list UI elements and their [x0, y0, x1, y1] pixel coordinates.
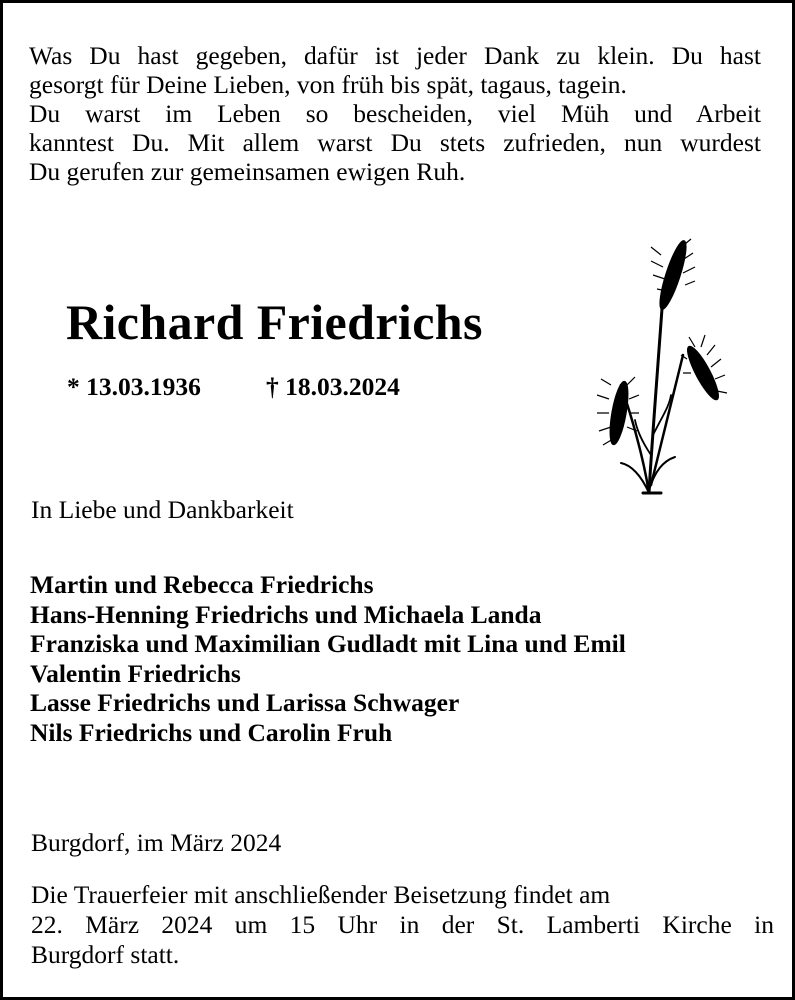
birth-date: * 13.03.1936 — [67, 372, 201, 401]
mourners-list — [30, 570, 626, 747]
dedication: In Liebe und Dankbarkeit — [31, 495, 294, 524]
place-date: Burgdorf, im März 2024 — [31, 828, 282, 857]
wheat-icon — [591, 235, 731, 499]
mourner-entry: Franziska und Maximilian Gudladt mit Lina und Emil — [30, 629, 626, 658]
mourner-entry: Martin und Rebecca Friedrichs — [30, 570, 374, 599]
poem-line: gesorgt für Deine Lieben, von früh bis spät, tagaus, tagein. — [29, 70, 627, 99]
mourner-entry: Nils Friedrichs und Carolin Fruh — [30, 717, 393, 747]
mourner-entry: Valentin Friedrichs — [30, 658, 241, 688]
notice-line: Burgdorf statt. — [31, 940, 180, 969]
deceased-name: Richard Friedrichs — [66, 294, 483, 350]
notice-line: Die Trauerfeier mit anschließender Beisetzung findet am — [31, 880, 611, 909]
death-date: † 18.03.2024 — [266, 372, 400, 401]
notice-line: 22. März 2024 um 15 Uhr in der St. Lamberti Kirche in — [31, 910, 774, 939]
poem-line: Du warst im Leben so bescheiden, viel Müh und Arbeit — [29, 99, 761, 128]
poem-line: Du gerufen zur gemeinsamen ewigen Ruh. — [29, 157, 466, 186]
funeral-notice — [31, 880, 774, 970]
mourner-entry: Lasse Friedrichs und Larissa Schwager — [30, 688, 460, 717]
mourner-entry: Hans-Henning Friedrichs und Michaela Landa — [30, 599, 542, 629]
poem — [29, 41, 761, 186]
poem-line: Was Du hast gegeben, dafür ist jeder Dank zu klein. Du hast — [29, 41, 761, 70]
poem-line: kanntest Du. Mit allem warst Du stets zufrieden, nun wurdest — [29, 128, 761, 157]
